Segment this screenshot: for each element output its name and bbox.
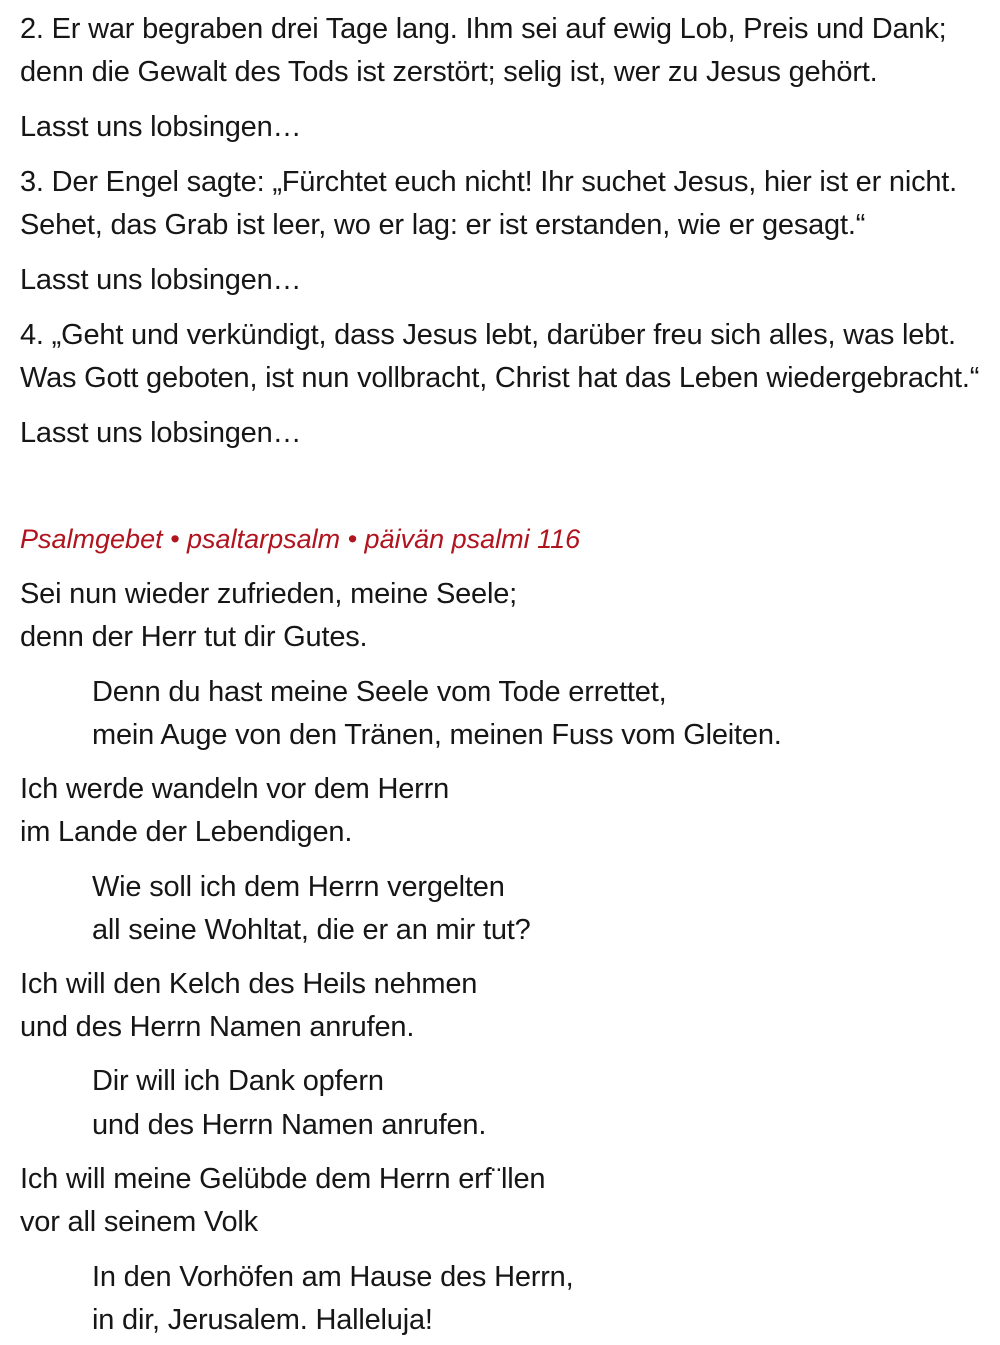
psalm-line: und des Herrn Namen anrufen. [20,1011,415,1043]
psalm-response-line: Dir will ich Dank opfern [92,1065,384,1097]
psalm-line: denn der Herr tut dir Gutes. [20,621,368,653]
psalm-response-line: Denn du hast meine Seele vom Tode errettet, [92,676,667,708]
psalm-line: Ich werde wandeln vor dem Herrn [20,773,449,805]
psalm-line: vor all seinem Volk [20,1206,258,1238]
psalm-response-line: und des Herrn Namen anrufen. [92,1109,487,1141]
psalm-line: Sei nun wieder zufrieden, meine Seele; [20,578,517,610]
psalm-response-line: mein Auge von den Tränen, meinen Fuss vom Gleiten. [92,719,782,751]
psalm-response-line: all seine Wohltat, die er an mir tut? [92,914,531,946]
verse-2-line-1: 2. Er war begraben drei Tage lang. Ihm sei auf ewig Lob, Preis und Dank; [20,13,947,45]
psalm-response-line: Wie soll ich dem Herrn vergelten [92,871,505,903]
psalm-heading: Psalmgebet • psaltarpsalm • päivän psalmi 116 [20,524,581,554]
refrain-line: Lasst uns lobsingen… [20,111,302,143]
refrain-line: Lasst uns lobsingen… [20,417,302,449]
verse-4-line-2: Was Gott geboten, ist nun vollbracht, Christ hat das Leben wiedergebracht.“ [20,362,980,394]
verse-3-line-1: 3. Der Engel sagte: „Fürchtet euch nicht! Ihr suchet Jesus, hier ist er nicht. [20,166,958,198]
psalm-response-line: in dir, Jerusalem. Halleluja! [92,1304,433,1336]
psalm-line: Ich will meine Gelübde dem Herrn erf¨llen [20,1163,546,1195]
verse-2-line-2: denn die Gewalt des Tods ist zerstört; selig ist, wer zu Jesus gehört. [20,56,878,88]
psalm-line: im Lande der Lebendigen. [20,816,353,848]
psalm-response-line: In den Vorhöfen am Hause des Herrn, [92,1261,574,1293]
verse-4-line-1: 4. „Geht und verkündigt, dass Jesus lebt, darüber freu sich alles, was lebt. [20,319,956,351]
psalm-line: Ich will den Kelch des Heils nehmen [20,968,478,1000]
verse-3-line-2: Sehet, das Grab ist leer, wo er lag: er ist erstanden, wie er gesagt.“ [20,209,866,241]
refrain-line: Lasst uns lobsingen… [20,264,302,296]
